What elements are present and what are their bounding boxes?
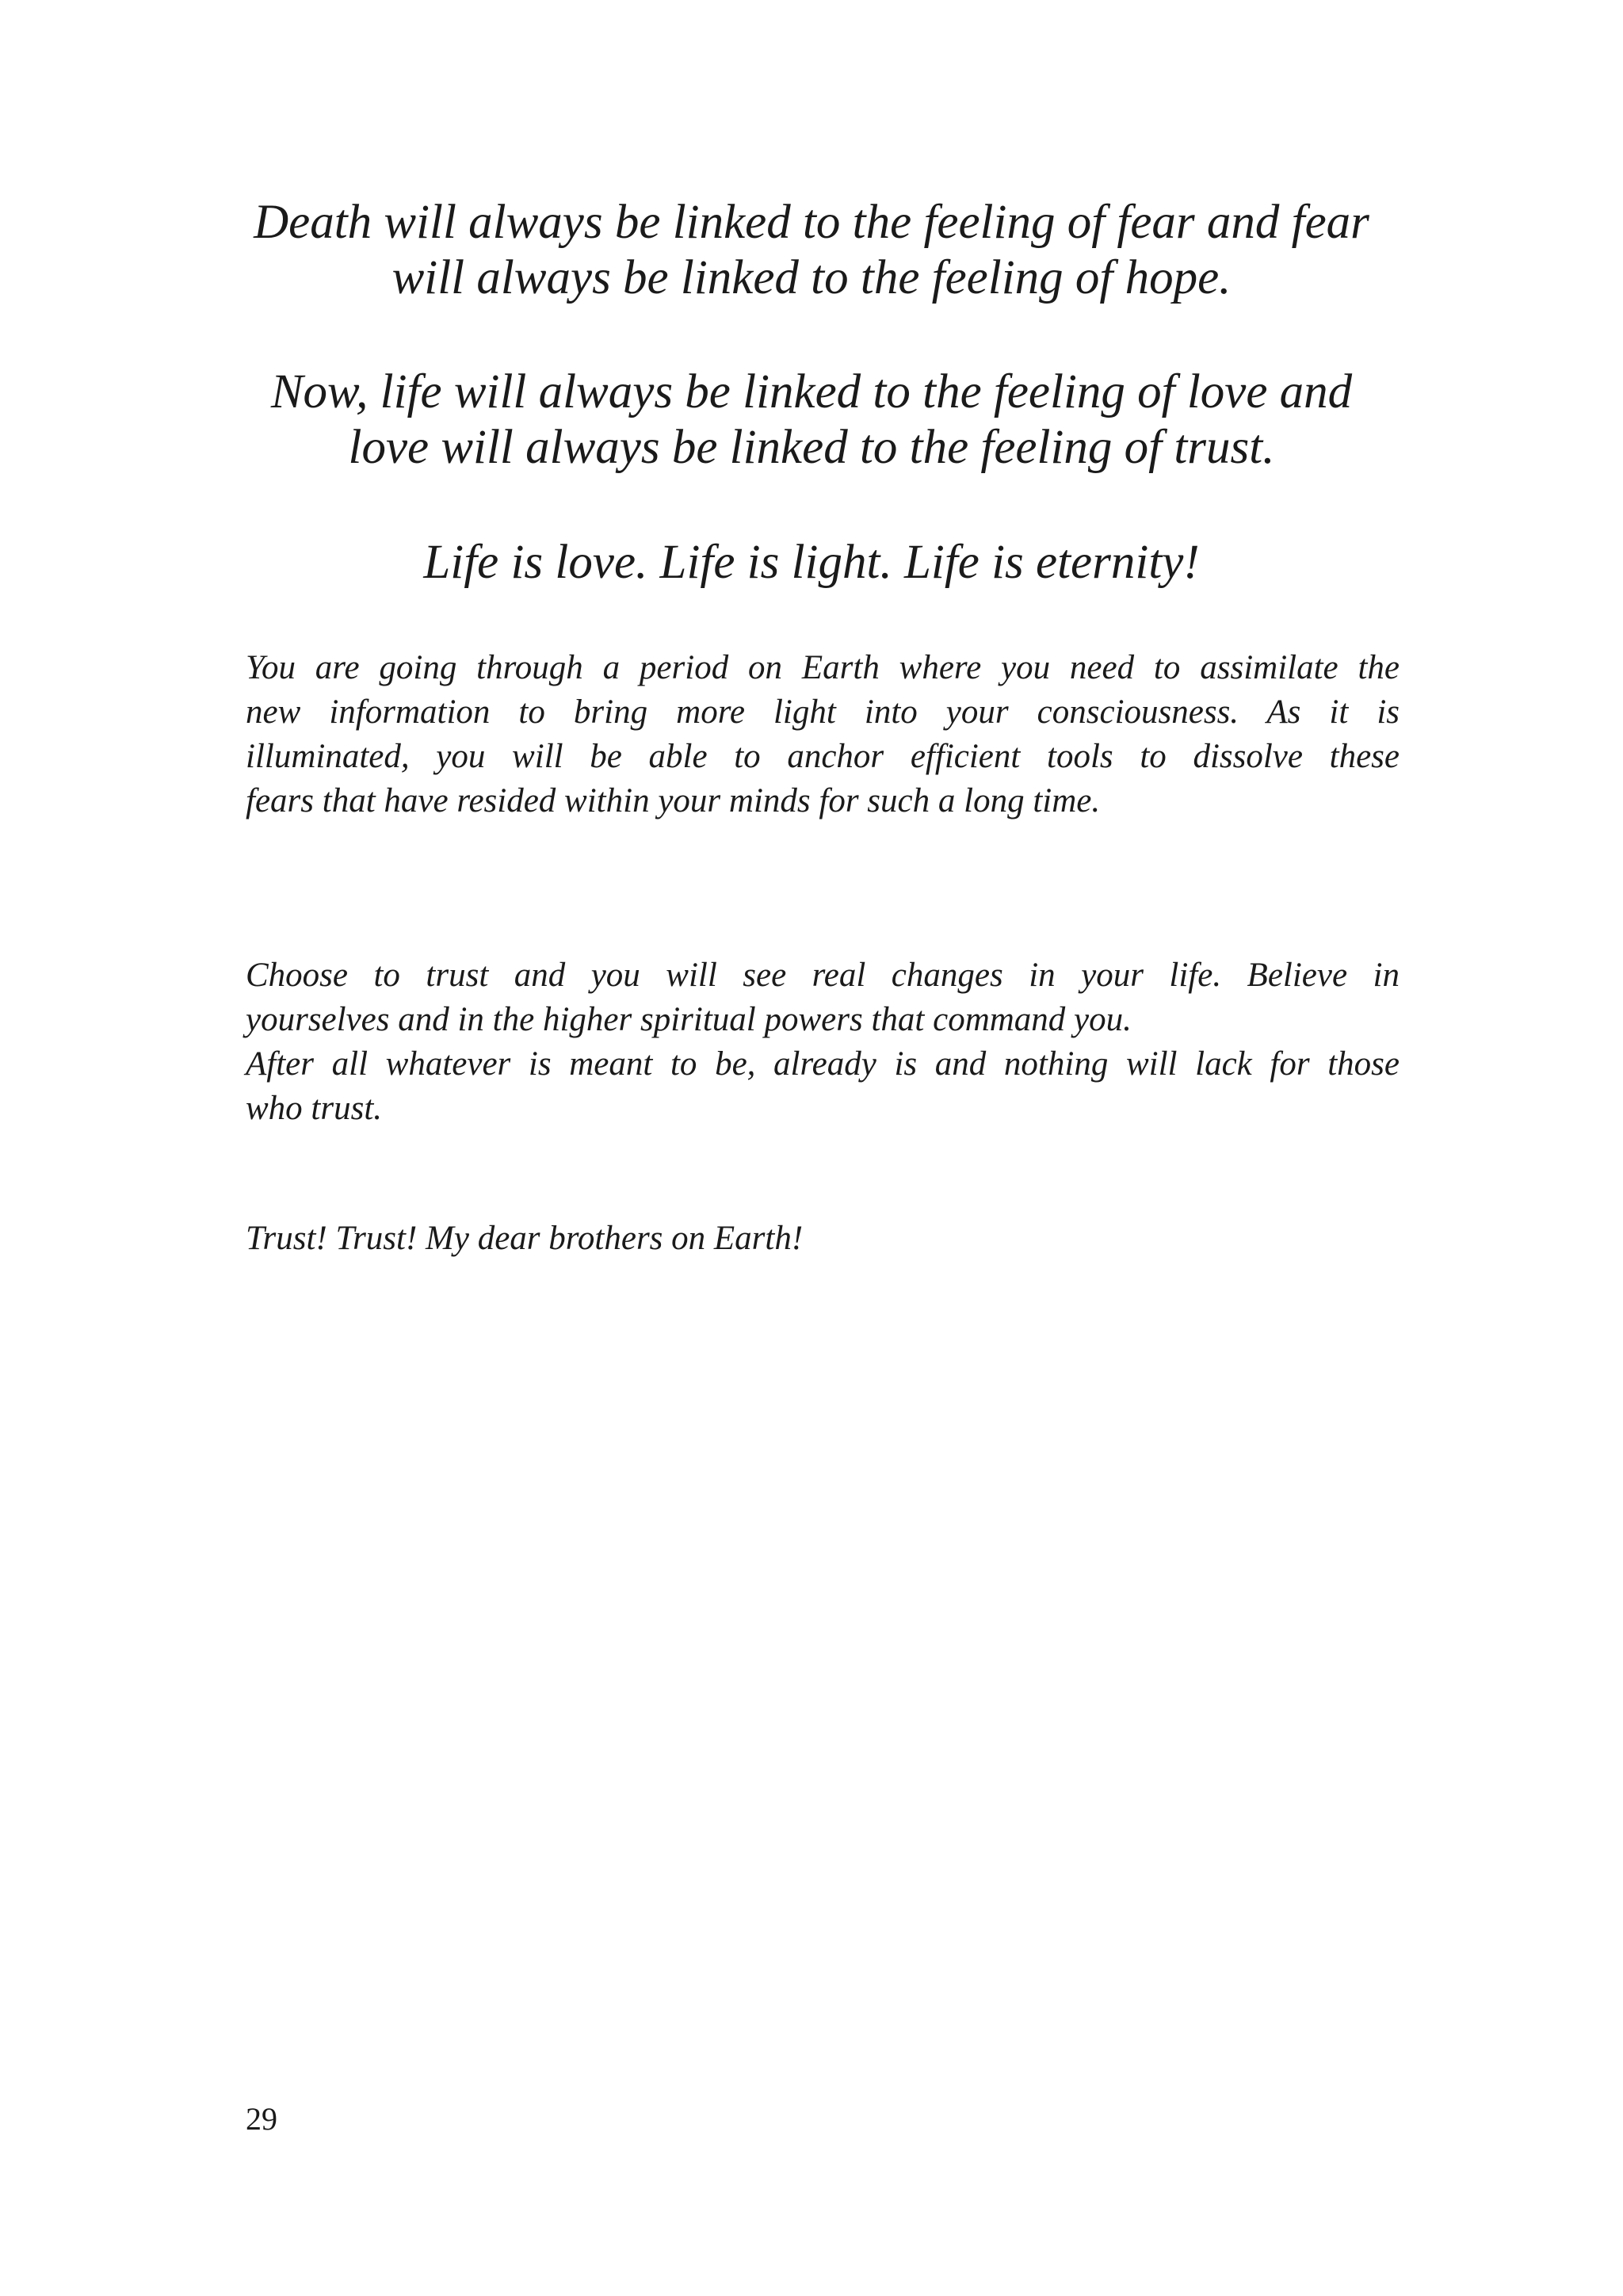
paragraph-line: fears that have resided within your minds for such a long time.	[246, 782, 1101, 819]
paragraph-line: Trust! Trust! My dear brothers on Earth!	[246, 1220, 804, 1257]
quote-line: Death will always be linked to the feeling of fear and fear	[254, 196, 1369, 249]
paragraph-line: Choose to trust and you will see real changes in your life. Believe in	[246, 957, 1400, 994]
page-number: 29	[246, 2101, 277, 2137]
quote-death-fear	[238, 195, 1385, 306]
paragraph-line: yourselves and in the higher spiritual powers that command you.	[246, 1001, 1132, 1038]
paragraph-line: After all whatever is meant to be, already is and nothing will lack for those	[246, 1045, 1400, 1083]
paragraph-choose-trust	[246, 953, 1400, 1131]
paragraph-trust-brothers	[246, 1217, 1400, 1261]
quote-life-love	[238, 365, 1385, 476]
quote-line: will always be linked to the feeling of hope.	[391, 251, 1232, 304]
paragraph-assimilate	[246, 646, 1400, 823]
quote-life-eternity	[238, 535, 1385, 590]
paragraph-line: who trust.	[246, 1090, 383, 1127]
quote-line: Life is love. Life is light. Life is eternity!	[423, 536, 1200, 589]
paragraph-line: illuminated, you will be able to anchor efficient tools to dissolve these	[246, 738, 1400, 775]
quote-line: love will always be linked to the feeling of trust.	[348, 421, 1275, 474]
paragraph-line: new information to bring more light into your consciousness. As it is	[246, 693, 1400, 731]
quote-line: Now, life will always be linked to the feeling of love and	[270, 365, 1353, 418]
paragraph-line: You are going through a period on Earth where you need to assimilate the	[246, 649, 1400, 686]
